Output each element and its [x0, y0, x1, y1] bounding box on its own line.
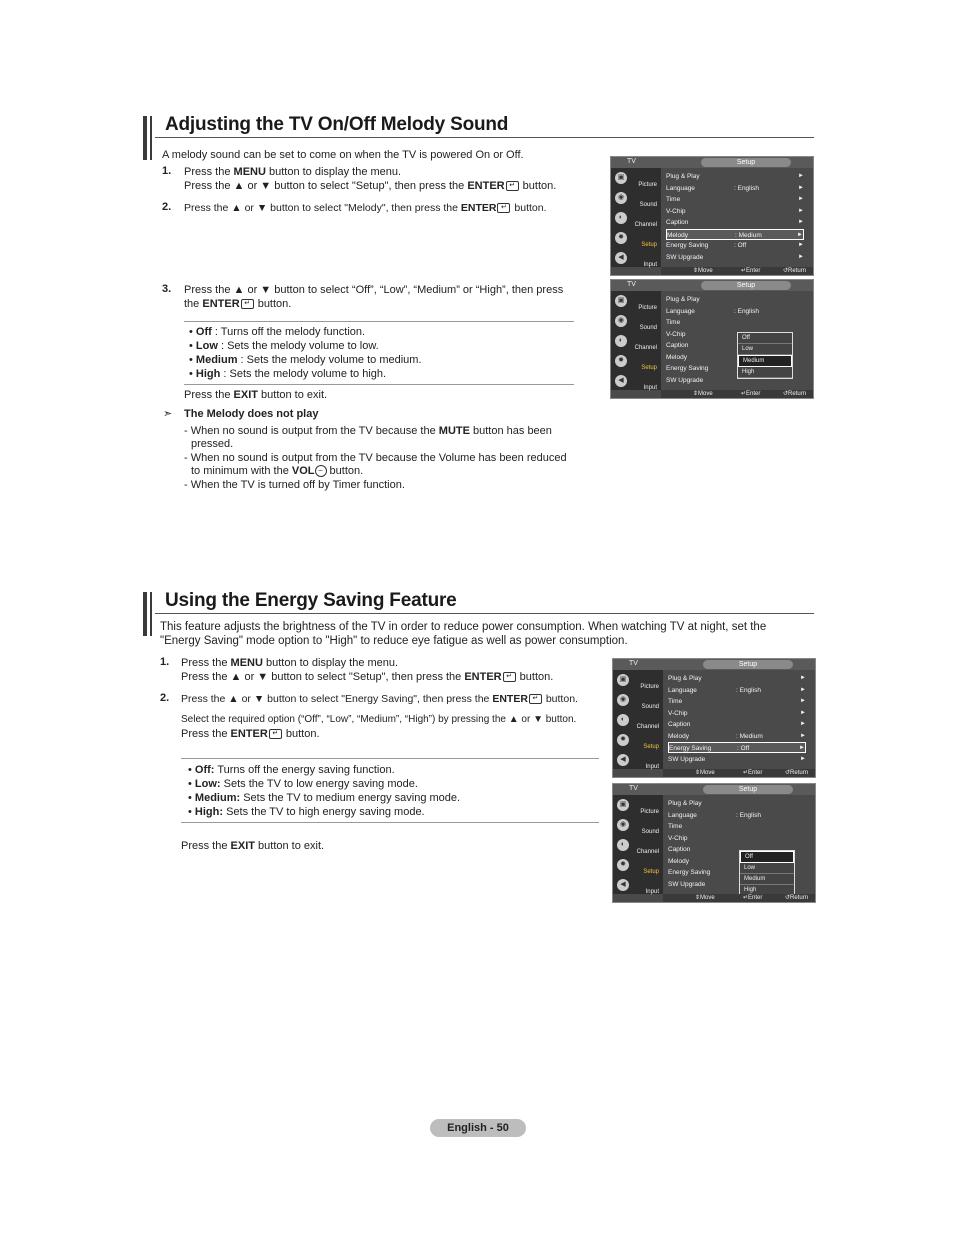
menu-row: SW Upgrade: [668, 880, 706, 888]
option-item: • High : Sets the melody volume to high.: [189, 368, 387, 380]
picture-icon: ▣: [617, 799, 629, 811]
gear-icon: ✹: [617, 734, 629, 746]
section-title: Using the Energy Saving Feature: [165, 590, 457, 611]
step-number: 3.: [162, 283, 172, 295]
enter-icon: ↵: [269, 729, 282, 739]
step-text: Press the MENU button to display the menu.: [184, 166, 402, 178]
side-label: Channel: [636, 724, 659, 730]
side-item-channel: [613, 712, 663, 731]
step-subtext: Select the required option (“Off”, “Low”, “Medium”, “High”) by pressing the ▲ or ▼ button.: [181, 714, 577, 725]
menu-row: SW Upgrade ►: [668, 755, 806, 763]
step-subtext: Press the ENTER ↵ button.: [181, 728, 320, 740]
dropdown-option: Off: [738, 333, 792, 344]
menu-row: Language : English: [668, 811, 761, 819]
menu-sidebar: [611, 291, 661, 390]
section-bar: [143, 116, 147, 160]
side-label: Channel: [634, 222, 657, 228]
step-text: the ENTER ↵ button.: [184, 298, 292, 310]
side-label: Setup: [641, 242, 657, 248]
side-item-sound: [613, 817, 663, 836]
menu-footer: [661, 390, 813, 398]
side-label: Picture: [638, 305, 657, 311]
side-item-setup: [611, 230, 661, 249]
move-hint: ⇕ Move: [693, 268, 713, 274]
tv-menu-screenshot: [610, 279, 814, 399]
menu-row: Caption: [668, 846, 691, 853]
option-item: • Medium: Sets the TV to medium energy saving mode.: [188, 792, 461, 804]
side-item-channel: [613, 837, 663, 856]
menu-row: Plug & Play ►: [666, 173, 804, 180]
dropdown-option: Medium: [740, 874, 794, 885]
menu-tv-label: TV: [627, 158, 636, 165]
menu-footer: [663, 894, 815, 902]
note-line: - When no sound is output from the TV because the MUTE button has been: [184, 425, 552, 437]
section-bar: [150, 116, 152, 160]
menu-row: V-Chip: [666, 330, 686, 338]
sound-icon: ◉: [617, 819, 629, 831]
channel-icon: ◐: [615, 212, 627, 224]
dropdown-option: Low: [738, 344, 792, 355]
section-bar: [143, 592, 147, 636]
menu-row: Language : English: [666, 307, 759, 315]
gear-icon: ✹: [617, 859, 629, 871]
enter-icon: ↵: [529, 694, 542, 704]
sound-icon: ◉: [615, 315, 627, 327]
section-title: Adjusting the TV On/Off Melody Sound: [165, 114, 509, 135]
enter-icon: ↵: [503, 672, 516, 682]
menu-tv-label: TV: [627, 281, 636, 288]
side-label: Setup: [641, 365, 657, 371]
side-item-setup: [613, 732, 663, 751]
input-icon: ◀: [615, 252, 627, 264]
menu-row: Melody: [666, 353, 687, 361]
step-number: 1.: [162, 165, 172, 177]
side-item-input: [613, 877, 663, 896]
side-label: Input: [645, 889, 659, 895]
step-text: Press the MENU button to display the menu.: [181, 657, 399, 669]
note-title: The Melody does not play: [184, 408, 319, 420]
tv-menu-screenshot: [612, 783, 816, 903]
exit-text: Press the EXIT button to exit.: [184, 389, 328, 401]
side-label: Sound: [641, 704, 659, 710]
intro-text: This feature adjusts the brightness of the TV in order to reduce power consumption. When watching TV at night, set the: [160, 621, 767, 633]
side-item-sound: [613, 692, 663, 711]
side-item-picture: [613, 797, 663, 816]
note-arrow-icon: ➣: [163, 408, 173, 420]
menu-row: Melody: [668, 857, 689, 865]
side-item-input: [611, 250, 661, 269]
menu-row: SW Upgrade: [666, 376, 704, 384]
menu-row: Language : English ►: [668, 686, 806, 694]
menu-row: Time: [668, 823, 683, 830]
enter-icon: ↵: [241, 299, 254, 309]
menu-row: Caption ►: [666, 219, 804, 226]
section-bar: [150, 592, 152, 636]
picture-icon: ▣: [617, 674, 629, 686]
menu-footer: [661, 267, 813, 275]
menu-tab-setup: Setup: [703, 785, 793, 794]
menu-sidebar: [613, 795, 663, 894]
side-label: Input: [643, 262, 657, 268]
enter-icon: ↵: [497, 203, 510, 213]
menu-footer: [663, 769, 815, 777]
option-item: • Off: Turns off the energy saving function.: [188, 764, 395, 776]
menu-row: Plug & Play: [668, 800, 702, 807]
menu-sidebar: [611, 168, 661, 267]
option-box-top: [184, 321, 574, 322]
side-label: Picture: [638, 182, 657, 188]
menu-tv-label: TV: [629, 785, 638, 792]
move-hint: ⇕ Move: [693, 391, 713, 397]
side-item-picture: [611, 293, 661, 312]
side-label: Input: [645, 764, 659, 770]
title-rule: [155, 613, 814, 614]
title-rule: [155, 137, 814, 138]
menu-tab-setup: Setup: [701, 158, 791, 167]
step-text: Press the ▲ or ▼ button to select "Setup", then press the ENTER ↵ button.: [181, 671, 554, 683]
menu-tv-label: TV: [629, 660, 638, 667]
channel-icon: ◐: [615, 335, 627, 347]
menu-row: V-Chip ►: [666, 207, 804, 215]
side-label: Sound: [639, 202, 657, 208]
menu-row: Caption: [666, 342, 689, 349]
channel-icon: ◐: [617, 839, 629, 851]
input-icon: ◀: [615, 375, 627, 387]
menu-row: V-Chip: [668, 834, 688, 842]
option-item: • Low : Sets the melody volume to low.: [189, 340, 379, 352]
enter-icon: ↵: [506, 181, 519, 191]
option-box-bottom: [181, 822, 599, 823]
side-item-input: [611, 373, 661, 392]
option-item: • Off : Turns off the melody function.: [189, 326, 366, 338]
side-label: Picture: [640, 684, 659, 690]
input-icon: ◀: [617, 879, 629, 891]
menu-row: SW Upgrade ►: [666, 253, 804, 261]
menu-row: Energy Saving: [666, 365, 709, 372]
menu-row: Melody : Medium ►: [668, 732, 806, 740]
side-item-setup: [613, 857, 663, 876]
menu-row: Energy Saving: [668, 869, 711, 876]
menu-tab-setup: Setup: [703, 660, 793, 669]
enter-hint: ↵ Enter: [741, 391, 761, 397]
picture-icon: ▣: [615, 172, 627, 184]
return-hint: ↺ Return: [785, 770, 809, 776]
tv-menu-screenshot: [610, 156, 814, 276]
menu-row: Plug & Play ►: [668, 675, 806, 682]
gear-icon: ✹: [615, 355, 627, 367]
side-item-sound: [611, 190, 661, 209]
side-label: Setup: [643, 744, 659, 750]
side-label: Sound: [641, 829, 659, 835]
option-box-top: [181, 758, 599, 759]
page-number: English - 50: [430, 1119, 526, 1137]
note-line: to minimum with the VOL − button.: [191, 465, 364, 477]
menu-tab-setup: Setup: [701, 281, 791, 290]
side-item-picture: [611, 170, 661, 189]
sound-icon: ◉: [615, 192, 627, 204]
option-item: • Medium : Sets the melody volume to medium.: [189, 354, 422, 366]
channel-icon: ◐: [617, 714, 629, 726]
return-hint: ↺ Return: [783, 268, 807, 274]
menu-row: Caption ►: [668, 721, 806, 728]
menu-row: Time: [666, 319, 681, 326]
menu-row: Time ►: [668, 698, 806, 705]
exit-text: Press the EXIT button to exit.: [181, 840, 325, 852]
menu-row: V-Chip ►: [668, 709, 806, 717]
move-hint: ⇕ Move: [695, 895, 715, 901]
menu-row: Energy Saving : Off ►: [666, 242, 804, 249]
intro-text: A melody sound can be set to come on when the TV is powered On or Off.: [162, 149, 524, 161]
note-line: pressed.: [191, 438, 234, 450]
menu-row: Plug & Play: [666, 296, 700, 303]
dropdown-option: High: [740, 885, 794, 896]
menu-row-selected: Melody : Medium ►: [666, 229, 804, 240]
side-label: Picture: [640, 809, 659, 815]
dropdown-option-selected: Off: [740, 851, 794, 863]
menu-sidebar: [613, 670, 663, 769]
side-label: Channel: [634, 345, 657, 351]
enter-hint: ↵ Enter: [743, 770, 763, 776]
step-text: Press the ▲ or ▼ button to select "Melody", then press the ENTER ↵ button.: [184, 202, 547, 214]
intro-text: "Energy Saving" mode option to "High" to reduce eye fatigue as well as power consumption.: [160, 635, 628, 647]
step-text: Press the ▲ or ▼ button to select "Energy Saving", then press the ENTER ↵ button.: [181, 693, 578, 705]
option-item: • High: Sets the TV to high energy saving mode.: [188, 806, 425, 818]
menu-row: Time ►: [666, 196, 804, 203]
sound-icon: ◉: [617, 694, 629, 706]
input-icon: ◀: [617, 754, 629, 766]
dropdown-option: Low: [740, 863, 794, 874]
step-number: 2.: [162, 201, 172, 213]
step-text: Press the ▲ or ▼ button to select "Setup", then press the ENTER ↵ button.: [184, 180, 557, 192]
side-item-picture: [613, 672, 663, 691]
side-label: Input: [643, 385, 657, 391]
side-item-channel: [611, 210, 661, 229]
side-item-input: [613, 752, 663, 771]
side-label: Sound: [639, 325, 657, 331]
menu-row-selected: Energy Saving : Off ►: [668, 742, 806, 753]
enter-hint: ↵ Enter: [743, 895, 763, 901]
return-hint: ↺ Return: [783, 391, 807, 397]
side-item-setup: [611, 353, 661, 372]
menu-row: Language : English ►: [666, 184, 804, 192]
return-hint: ↺ Return: [785, 895, 809, 901]
option-item: • Low: Sets the TV to low energy saving mode.: [188, 778, 418, 790]
gear-icon: ✹: [615, 232, 627, 244]
step-text: Press the ▲ or ▼ button to select “Off”, “Low”, “Medium” or “High”, then press: [184, 284, 564, 296]
picture-icon: ▣: [615, 295, 627, 307]
note-line: - When the TV is turned off by Timer function.: [184, 479, 405, 491]
side-item-channel: [611, 333, 661, 352]
vol-minus-icon: −: [315, 465, 327, 477]
dropdown-option: High: [738, 367, 792, 378]
step-number: 2.: [160, 692, 170, 704]
step-number: 1.: [160, 656, 170, 668]
side-label: Channel: [636, 849, 659, 855]
side-item-sound: [611, 313, 661, 332]
move-hint: ⇕ Move: [695, 770, 715, 776]
tv-menu-screenshot: [612, 658, 816, 778]
side-label: Setup: [643, 869, 659, 875]
dropdown-option-selected: Medium: [738, 355, 792, 367]
melody-dropdown: [737, 332, 793, 379]
option-box-bottom: [184, 384, 574, 385]
note-line: - When no sound is output from the TV because the Volume has been reduced: [184, 452, 567, 464]
enter-hint: ↵ Enter: [741, 268, 761, 274]
energy-saving-dropdown: [739, 850, 795, 897]
